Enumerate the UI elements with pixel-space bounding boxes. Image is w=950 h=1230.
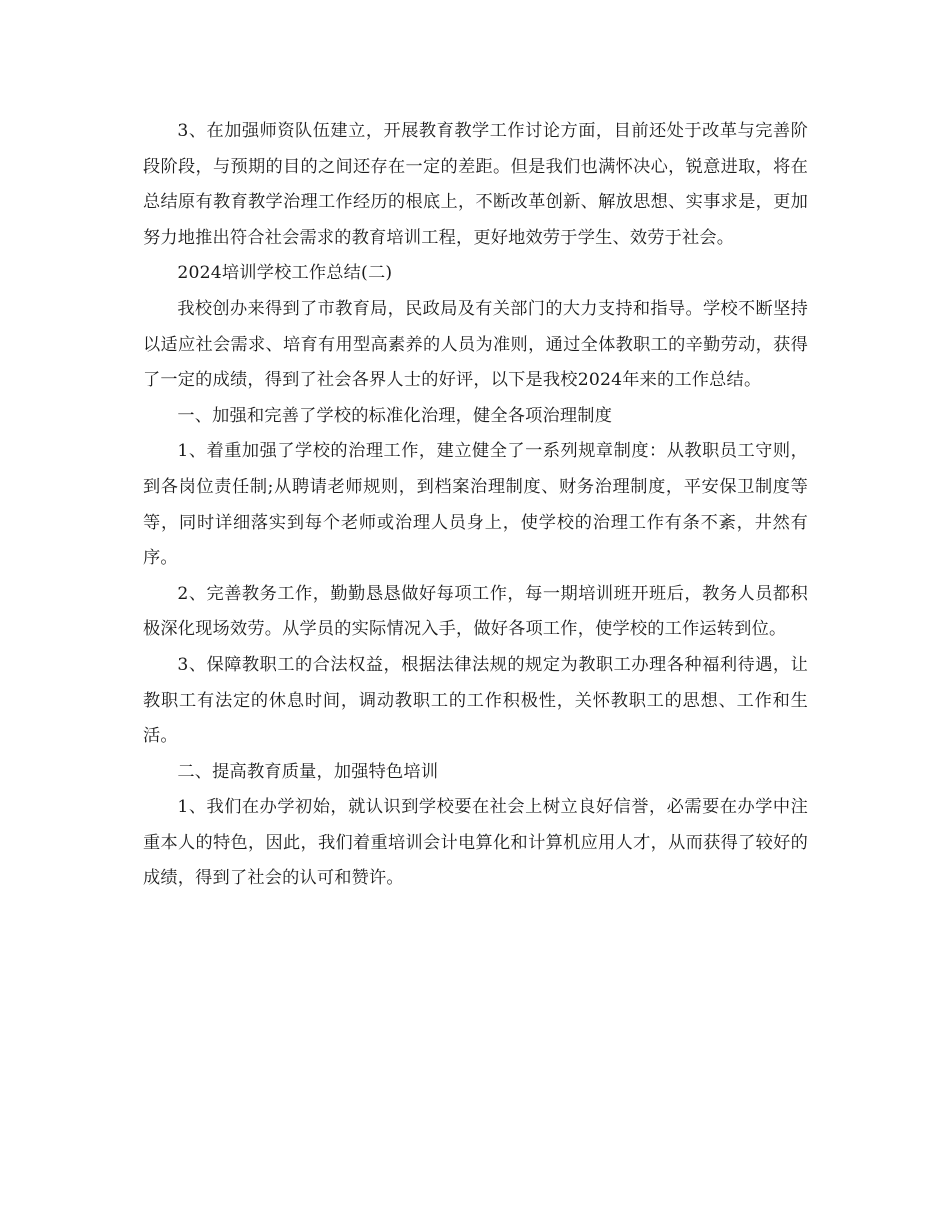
paragraph-special-training: 1、我们在办学初始，就认识到学校要在社会上树立良好信誉，必需要在办学中注重本人的特色，因此，我们着重培训会计电算化和计算机应用人才，从而获得了较好的成绩，得到了社会的认可和赞许。 — [143, 797, 808, 889]
paragraph-academic-affairs: 2、完善教务工作，勤勤恳恳做好每项工作，每一期培训班开班后，教务人员都积极深化现场效劳。从学员的实际情况入手，做好各项工作，使学校的工作运转到位。 — [143, 583, 808, 640]
document-body — [143, 114, 808, 897]
heading-section-2: 二、提高教育质量，加强特色培训 — [177, 761, 439, 782]
paragraph-staff-rights: 3、保障教职工的合法权益，根据法律法规的规定为教职工办理各种福利待遇，让教职工有法定的休息时间，调动教职工的工作积极性，关怀教职工的思想、工作和生活。 — [143, 654, 808, 747]
heading-section-1: 一、加强和完善了学校的标准化治理，健全各项治理制度 — [177, 405, 613, 426]
paragraph-intro: 我校创办来得到了市教育局，民政局及有关部门的大力支持和指导。学校不断坚持以适应社会需求、培育有用型高素养的人员为准则，通过全体教职工的辛勤劳动，获得了一定的成绩，得到了社会各界人士的好评，以下是我校2024年来的工作总结。 — [143, 298, 808, 391]
paragraph-management: 1、着重加强了学校的治理工作，建立健全了一系列规章制度：从教职员工守则，到各岗位责任制;从聘请老师规则，到档案治理制度、财务治理制度，平安保卫制度等等，同时详细落实到每个老师或治理人员身上，使学校的治理工作有条不紊，井然有序。 — [143, 441, 808, 569]
paragraph-teacher-team: 3、在加强师资队伍建立，开展教育教学工作讨论方面，目前还处于改革与完善阶段阶段，与预期的目的之间还存在一定的差距。但是我们也满怀决心，锐意进取，将在总结原有教育教学治理工作经历的根底上，不断改革创新、解放思想、实事求是，更加努力地推出符合社会需求的教育培训工程，更好地效劳于学生、效劳于社会。 — [143, 121, 808, 248]
section-title-summary-2: 2024培训学校工作总结(二) — [177, 263, 393, 284]
